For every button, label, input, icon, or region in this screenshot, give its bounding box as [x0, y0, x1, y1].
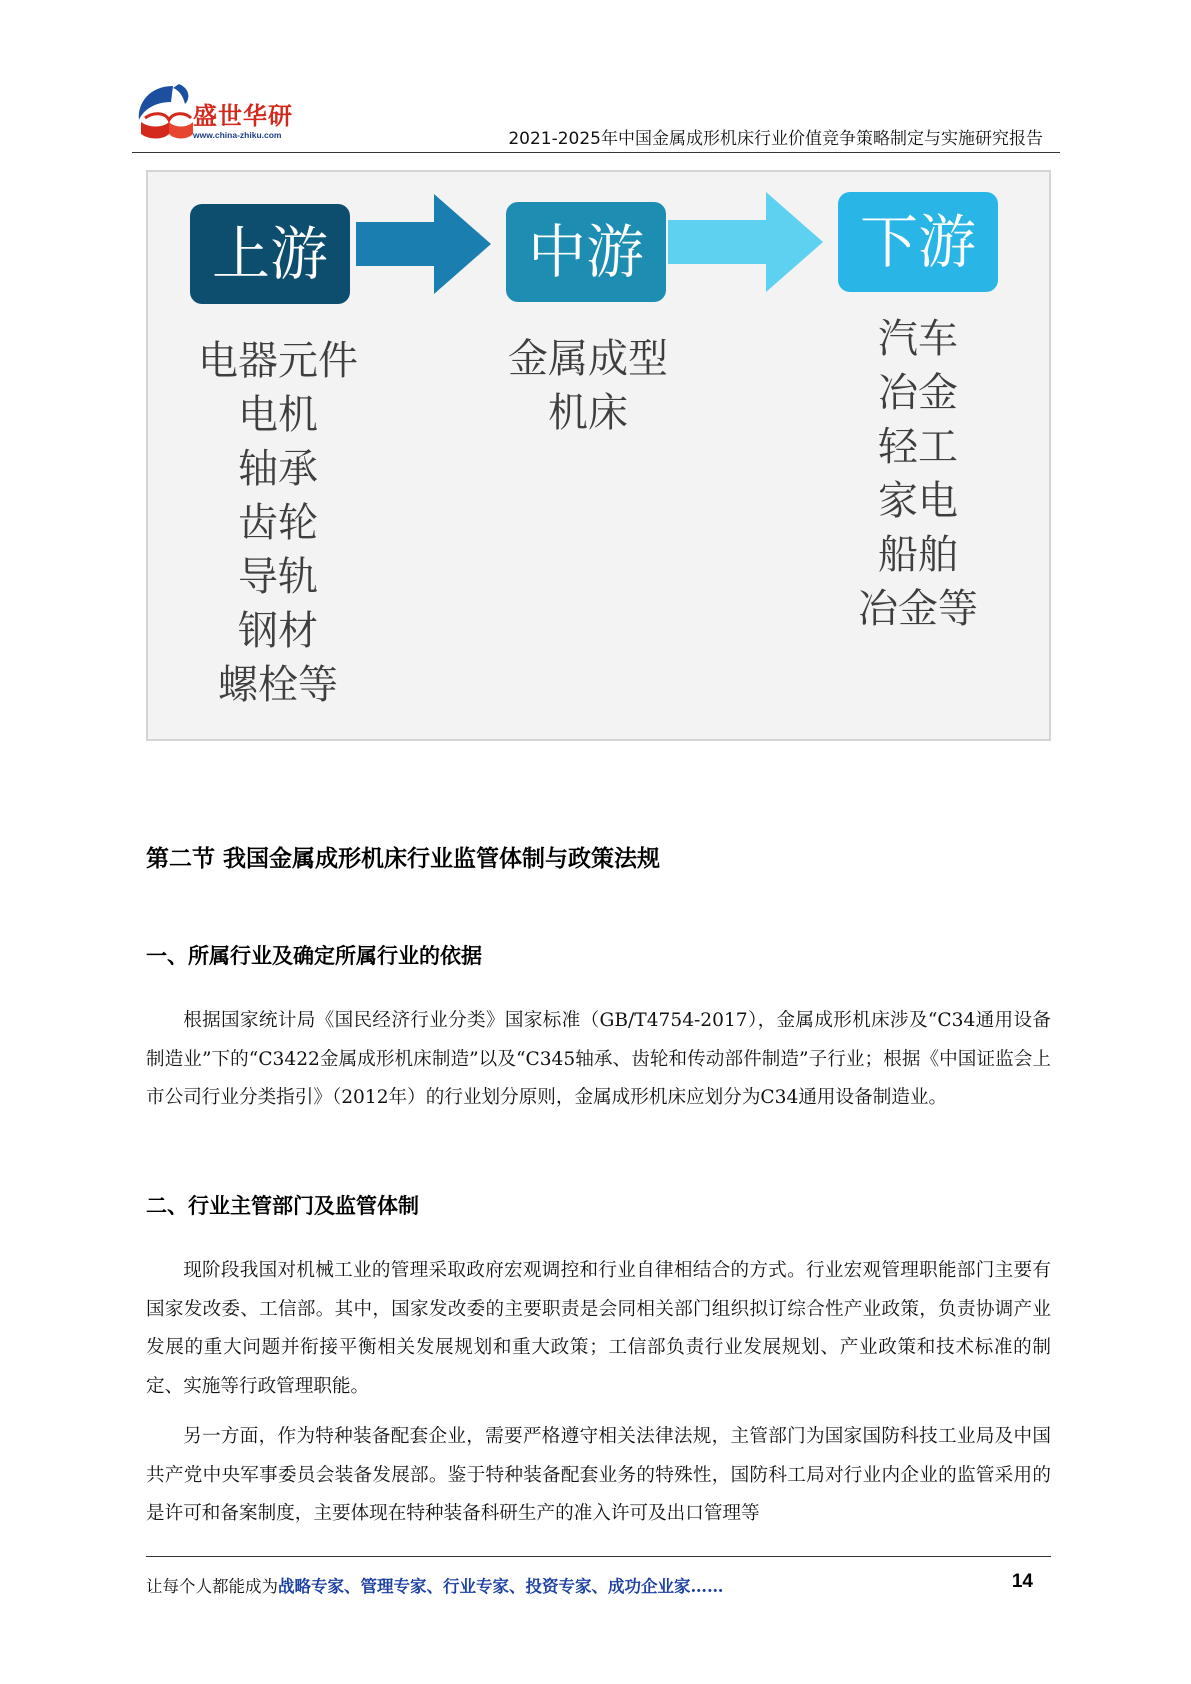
logo-name: 盛世华研	[193, 102, 293, 130]
list-item: 导轨	[238, 554, 318, 600]
footer-lead: 让每个人都能成为	[146, 1577, 278, 1596]
footer-slogan	[146, 1573, 724, 1597]
list-item: 冶金等	[858, 586, 978, 632]
upstream-box: 上游	[190, 204, 350, 304]
list-item: 电器元件	[198, 338, 358, 384]
list-item: 金属成型	[508, 336, 668, 382]
subsection-title: 一、所属行业及确定所属行业的依据	[146, 944, 482, 968]
list-item: 电机	[238, 392, 318, 438]
section-title: 第二节 我国金属成形机床行业监管体制与政策法规	[146, 846, 661, 872]
paragraph-text: 根据国家统计局《国民经济行业分类》国家标准（GB/T4754-2017），金属成形机床涉及“C34通用设备制造业”下的“C3422金属成形机床制造”以及“C345轴承、齿轮和传动部件制造”子行业；根据《中国证监会上市公司行业分类指引》（2012年）的行业划分原则，金属成形机床应划分为C34通用设备制造业。	[146, 1010, 1051, 1108]
paragraph-text: 现阶段我国对机械工业的管理采取政府宏观调控和行业自律相结合的方式。行业宏观管理职能部门主要有国家发改委、工信部。其中，国家发改委的主要职责是会同相关部门组织拟订综合性产业政策，负责协调产业发展的重大问题并衔接平衡相关发展规划和重大政策；工信部负责行业发展规划、产业政策和技术标准的制定、实施等行政管理职能。	[146, 1260, 1051, 1397]
industry-chain-diagram	[146, 170, 1051, 741]
midstream-box: 中游	[506, 202, 666, 302]
paragraph	[146, 1252, 1051, 1406]
footer-divider	[146, 1556, 1051, 1557]
downstream-box: 下游	[838, 192, 998, 292]
page-number: 14	[1011, 1571, 1033, 1592]
footer-highlight: 战略专家、管理专家、行业专家、投资专家、成功企业家……	[278, 1577, 724, 1596]
report-title: 2021-2025年中国金属成形机床行业价值竞争策略制定与实施研究报告	[508, 129, 1043, 149]
list-item: 螺栓等	[218, 662, 338, 708]
arrow-right-icon	[668, 192, 828, 292]
list-item: 齿轮	[238, 500, 318, 546]
upstream-list	[168, 334, 388, 712]
company-logo	[135, 82, 305, 144]
header-divider	[132, 152, 1060, 153]
downstream-list	[808, 312, 1028, 636]
list-item: 冶金	[878, 370, 958, 416]
list-item: 汽车	[878, 316, 958, 362]
midstream-list	[478, 332, 698, 440]
list-item: 机床	[548, 390, 628, 436]
logo-emblem-icon	[135, 82, 195, 144]
subsection-title: 二、行业主管部门及监管体制	[146, 1194, 419, 1218]
list-item: 轴承	[238, 446, 318, 492]
list-item: 轻工	[878, 424, 958, 470]
paragraph	[146, 1418, 1051, 1534]
logo-url: www.china-zhiku.com	[193, 130, 282, 140]
list-item: 船舶	[878, 532, 958, 578]
arrow-right-icon	[356, 194, 496, 294]
list-item: 钢材	[238, 608, 318, 654]
list-item: 家电	[878, 478, 958, 524]
paragraph-text: 另一方面，作为特种装备配套企业，需要严格遵守相关法律法规，主管部门为国家国防科技工业局及中国共产党中央军事委员会装备发展部。鉴于特种装备配套业务的特殊性，国防科工局对行业内企业的监管采用的是许可和备案制度，主要体现在特种装备科研生产的准入许可及出口管理等	[146, 1426, 1051, 1524]
paragraph	[146, 1002, 1051, 1118]
